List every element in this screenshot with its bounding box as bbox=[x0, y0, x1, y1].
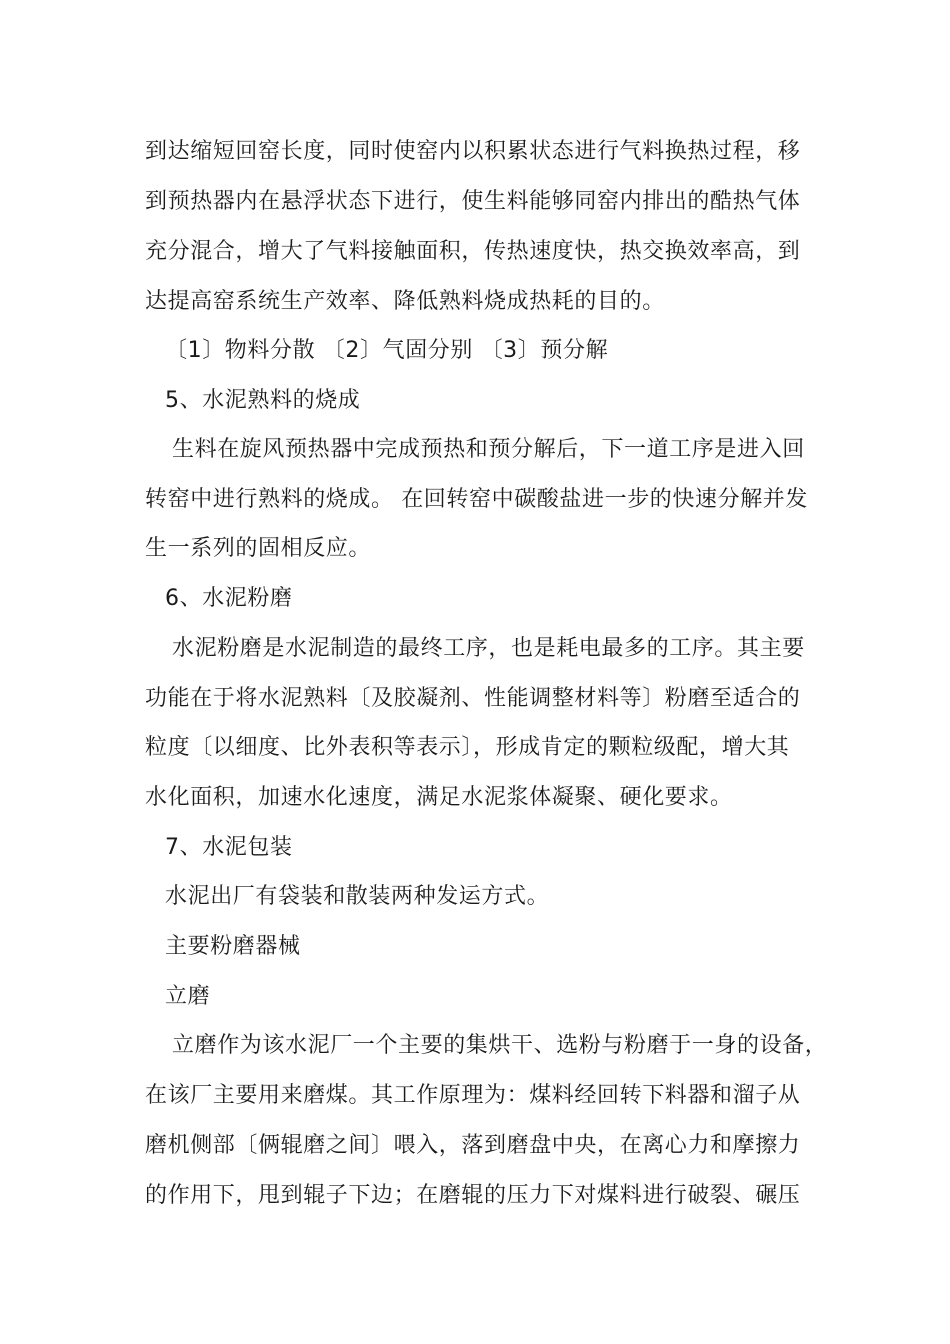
paragraph-line: 水化面积，加速水化速度，满足水泥浆体凝聚、硬化要求。 bbox=[145, 785, 733, 810]
paragraph-line: 达提高窑系统生产效率、降低熟料烧成热耗的目的。 bbox=[145, 289, 665, 314]
paragraph-line: 功能在于将水泥熟料〔及胶凝剂、性能调整材料等〕粉磨至适合的 bbox=[145, 686, 801, 711]
paragraph-line: 到达缩短回窑长度，同时使窑内以积累状态进行气料换热过程，移 bbox=[145, 139, 801, 164]
subsection-heading: 立磨 bbox=[165, 984, 211, 1009]
paragraph-line: 生料在旋风预热器中完成预热和预分解后，下一道工序是进入回 bbox=[172, 437, 805, 462]
paragraph-line: 水泥出厂有袋装和散装两种发运方式。 bbox=[165, 884, 550, 909]
paragraph-line: 的作用下，甩到辊子下边；在磨辊的压力下对煤料进行破裂、碾压 bbox=[145, 1183, 801, 1208]
section-heading: 5、水泥熟料的烧成 bbox=[165, 388, 361, 413]
paragraph-line: 生一系列的固相反应。 bbox=[145, 536, 372, 561]
section-heading: 7、水泥包装 bbox=[165, 835, 293, 860]
subsection-heading: 主要粉磨器械 bbox=[165, 934, 301, 959]
paragraph-line: 磨机侧部〔俩辊磨之间〕喂入，落到磨盘中央，在离心力和摩擦力 bbox=[145, 1133, 801, 1158]
list-line: 〔1〕物料分散 〔2〕气固分别 〔3〕预分解 bbox=[165, 338, 609, 363]
paragraph-line: 转窑中进行熟料的烧成。 在回转窑中碳酸盐进一步的快速分解并发 bbox=[145, 487, 808, 512]
section-heading: 6、水泥粉磨 bbox=[165, 586, 293, 611]
paragraph-line: 充分混合，增大了气料接触面积，传热速度快，热交换效率高，到 bbox=[145, 239, 801, 264]
paragraph-line: 粒度〔以细度、比外表积等表示〕，形成肯定的颗粒级配，增大其 bbox=[145, 735, 790, 760]
paragraph-line: 立磨作为该水泥厂一个主要的集烘干、选粉与粉磨于一身的设备， bbox=[172, 1033, 828, 1058]
paragraph-line: 水泥粉磨是水泥制造的最终工序，也是耗电最多的工序。其主要 bbox=[172, 636, 805, 661]
paragraph-line: 到预热器内在悬浮状态下进行，使生料能够同窑内排出的酷热气体 bbox=[145, 189, 801, 214]
paragraph-line: 在该厂主要用来磨煤。其工作原理为：煤料经回转下料器和溜子从 bbox=[145, 1083, 801, 1108]
